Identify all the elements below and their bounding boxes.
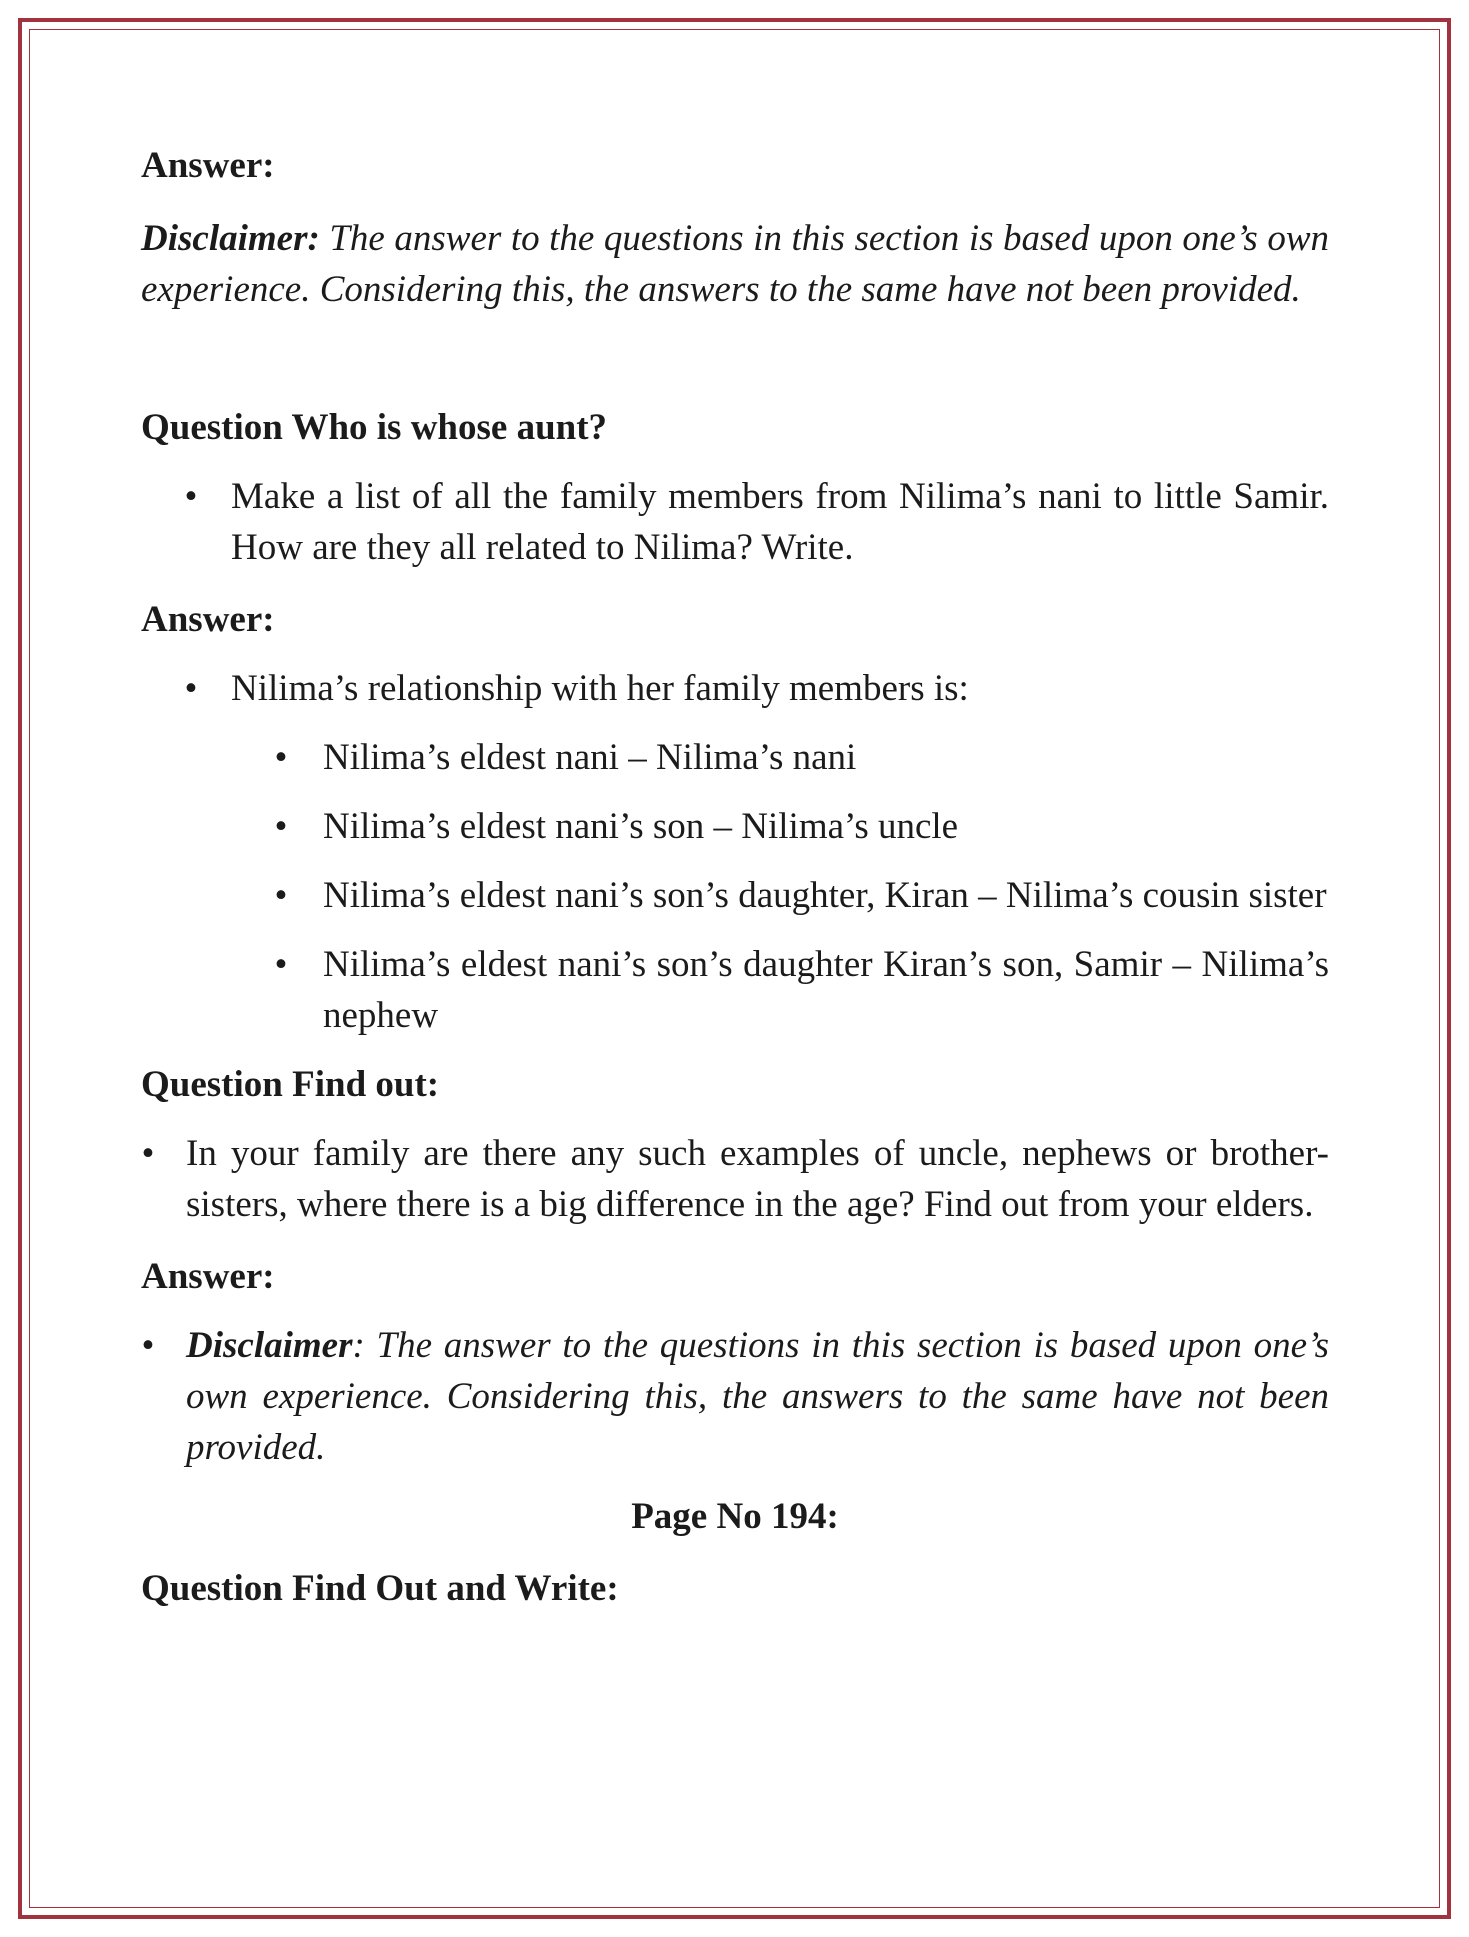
- bullet-icon: •: [184, 476, 198, 517]
- answer-heading-3: Answer:: [141, 1256, 275, 1297]
- question-bullet-text: In your family are there any such examples of uncle, nephews or brother-sisters, where there is a big difference in the age? Find out from your elders.: [186, 1133, 1329, 1225]
- disclaimer-label-2: Disclaimer: [186, 1325, 353, 1366]
- document-body: [141, 140, 1329, 1614]
- relation-item: [141, 939, 1329, 1041]
- question-bullet-age-difference: [141, 1128, 1329, 1230]
- relation-item-text: Nilima’s eldest nani – Nilima’s nani: [323, 737, 857, 778]
- disclaimer-paragraph-1: [141, 213, 1329, 315]
- question-bullet-family-list: [141, 471, 1329, 573]
- disclaimer-bullet: [141, 1320, 1329, 1473]
- relation-item: [141, 732, 1329, 783]
- bullet-icon: •: [141, 1325, 155, 1366]
- answer-heading-1: Answer:: [141, 145, 275, 186]
- question-heading-find-out: Question Find out:: [141, 1064, 440, 1105]
- disclaimer-label-1: Disclaimer:: [141, 218, 320, 259]
- answer-bullet-text: Nilima’s relationship with her family members is:: [231, 668, 969, 709]
- bullet-icon: •: [274, 944, 288, 985]
- disclaimer-text-2: : The answer to the questions in this section is based upon one’s own experience. Considering this, the answers to the same have not been provided.: [186, 1325, 1329, 1468]
- answer-heading-2: Answer:: [141, 599, 275, 640]
- question-bullet-text: Make a list of all the family members from Nilima’s nani to little Samir. How are they all related to Nilima? Write.: [231, 476, 1329, 568]
- bullet-icon: •: [141, 1133, 155, 1174]
- bullet-icon: •: [274, 875, 288, 916]
- bullet-icon: •: [274, 806, 288, 847]
- answer-bullet-relationship: [141, 663, 1329, 714]
- question-heading-who-is-whose-aunt: Question Who is whose aunt?: [141, 407, 608, 448]
- relation-item: [141, 870, 1329, 921]
- page-number-heading: Page No 194:: [631, 1496, 839, 1537]
- relation-item-text: Nilima’s eldest nani’s son – Nilima’s uncle: [323, 806, 959, 847]
- bullet-icon: •: [274, 737, 288, 778]
- bullet-icon: •: [184, 668, 198, 709]
- relation-item-text: Nilima’s eldest nani’s son’s daughter Kiran’s son, Samir – Nilima’s nephew: [323, 944, 1329, 1036]
- relation-item-text: Nilima’s eldest nani’s son’s daughter, Kiran – Nilima’s cousin sister: [323, 875, 1327, 916]
- question-heading-find-out-and-write: Question Find Out and Write:: [141, 1568, 619, 1609]
- relation-item: [141, 801, 1329, 852]
- disclaimer-text-1: The answer to the questions in this section is based upon one’s own experience. Considering this, the answers to the same have not been provided.: [141, 218, 1330, 310]
